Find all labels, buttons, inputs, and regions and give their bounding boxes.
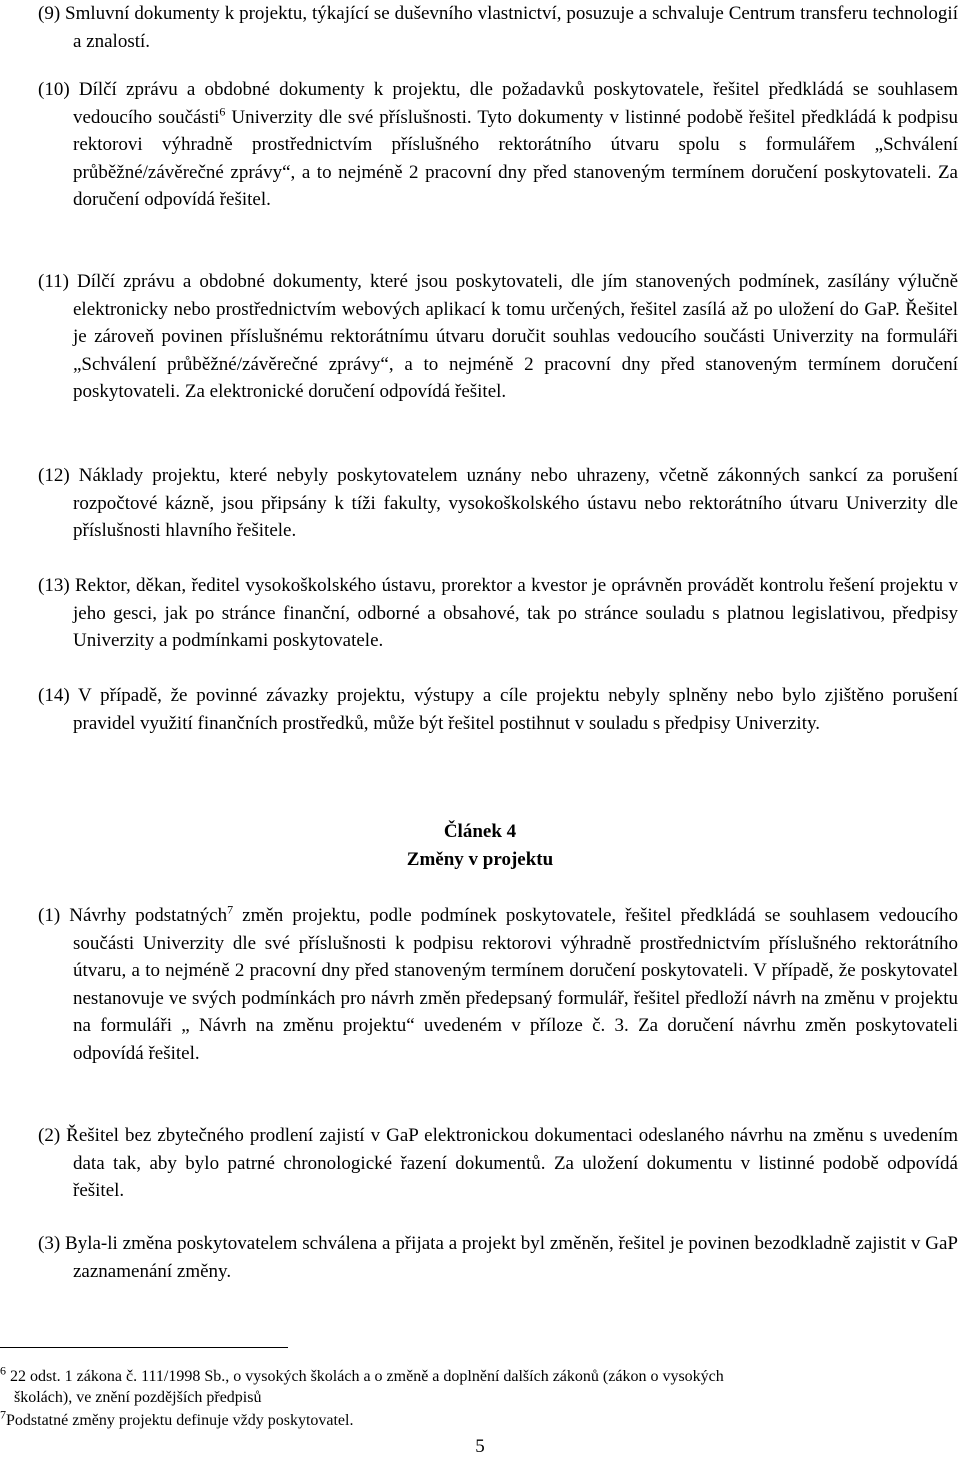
footnote-continuation: školách), ve znění pozdějších předpisů xyxy=(14,1389,262,1406)
paragraph-9: (9) Smluvní dokumenty k projektu, týkající se duševního vlastnictví, posuzuje a schvaluje Centrum transferu technologií a znalostí. xyxy=(38,3,958,52)
footnote-6 xyxy=(0,1363,940,1408)
footnote-mark: 7 xyxy=(0,1407,6,1422)
paragraph-13: (13) Rektor, děkan, ředitel vysokoškolského ústavu, prorektor a kvestor je oprávněn provádět kontrolu řešení projektu v jeho gesci, jak po stránce finanční, odborné a obsahové, tak po stránce souladu s platnou legislativou, předpisy Univerzity a podmínkami poskytovatele. xyxy=(38,575,958,651)
footnote-ref-6: 6 xyxy=(219,104,226,119)
paragraph-12: (12) Náklady projektu, které nebyly poskytovatelem uznány nebo uhrazeny, včetně zákonných sankcí za porušení rozpočtové kázně, jsou připsány k tíži fakulty, vysokoškolského ústavu nebo rektorátního útvaru Univerzity dle příslušnosti hlavního řešitele. xyxy=(38,465,958,541)
footnote-mark: 6 xyxy=(0,1363,6,1378)
paragraph-10: (10) Dílčí zprávu a obdobné dokumenty k projektu, dle požadavků poskytovatele, řešitel předkládá se souhlasem vedoucího součásti$^6$ Univerzity dle své příslušnosti. Tyto dokumenty v listinné podobě řešitel předkládá k podpisu rektorovi výhradně prostřednictvím příslušného rektorátního útvaru spolu s formulářem „Schválení průběžné/závěrečné zprávy“, a to nejméně 2 pracovní dny před stanoveným termínem doručení poskytovateli. Za doručení odpovídá řešitel. xyxy=(38,79,959,210)
article-paragraph-3: (3) Byla-li změna poskytovatelem schválena a přijata a projekt byl změněn, řešitel je povinen bezodkladně zajistit v GaP zaznamenání změny. xyxy=(38,1233,958,1282)
article-paragraph-1: (1) Návrhy podstatných$^7$ změn projektu, podle podmínek poskytovatele, řešitel předkládá se souhlasem vedoucího součásti Univerzity dle své příslušnosti k podpisu rektorovi výhradně prostřednictvím příslušného rektorátního útvaru, a to nejméně 2 pracovní dny před stanoveným termínem doručení poskytovateli. V případě, že poskytovatel nestanovuje ve svých podmínkách pro návrh změn předepsaný formulář, řešitel předloží návrh na změnu v projektu na formuláři „ Návrh na změnu projektu“ uvedeném v příloze č. 3. Za doručení návrhu změn poskytovateli odpovídá řešitel. xyxy=(38,902,958,1064)
footnote-divider xyxy=(0,1347,288,1348)
footnote-text: Podstatné změny projektu definuje vždy poskytovatel. xyxy=(6,1412,354,1429)
article-number: Článek 4 xyxy=(443,821,517,842)
paragraph-14: (14) V případě, že povinné závazky projektu, výstupy a cíle projektu nebyly splněny nebo bylo zjištěno porušení pravidel využití finančních prostředků, může být řešitel postihnut v souladu s předpisy Univerzity. xyxy=(38,685,958,734)
footnote-ref-7: 7 xyxy=(227,902,234,917)
paragraph-11: (11) Dílčí zprávu a obdobné dokumenty, které jsou poskytovateli, dle jím stanovených podmínek, zasílány výlučně elektronicky nebo prostřednictvím webových aplikací k tomu určených, řešitel zasílá až po uložení do GaP. Řešitel je zároveň povinen příslušnému rektorátnímu útvaru doručit souhlas vedoucího součásti Univerzity na formuláři „Schválení průběžné/závěrečné zprávy“, a to nejméně 2 pracovní dny před stanoveným termínem doručení poskytovateli. Za elektronické doručení odpovídá řešitel. xyxy=(38,271,958,402)
article-title: Změny v projektu xyxy=(406,849,554,870)
footnote-7 xyxy=(0,1407,940,1431)
article-paragraph-2: (2) Řešitel bez zbytečného prodlení zajistí v GaP elektronickou dokumentaci odeslaného návrhu na změnu s uvedením data tak, aby bylo patrné chronologické řazení dokumentů. Za uložení dokumentu v listinné podobě odpovídá řešitel. xyxy=(38,1125,958,1201)
page-number: 5 xyxy=(475,1436,485,1457)
footnote-text: 22 odst. 1 zákona č. 111/1998 Sb., o vysokých školách a o změně a doplnění dalších zákonů (zákon o vysokých xyxy=(10,1368,724,1385)
